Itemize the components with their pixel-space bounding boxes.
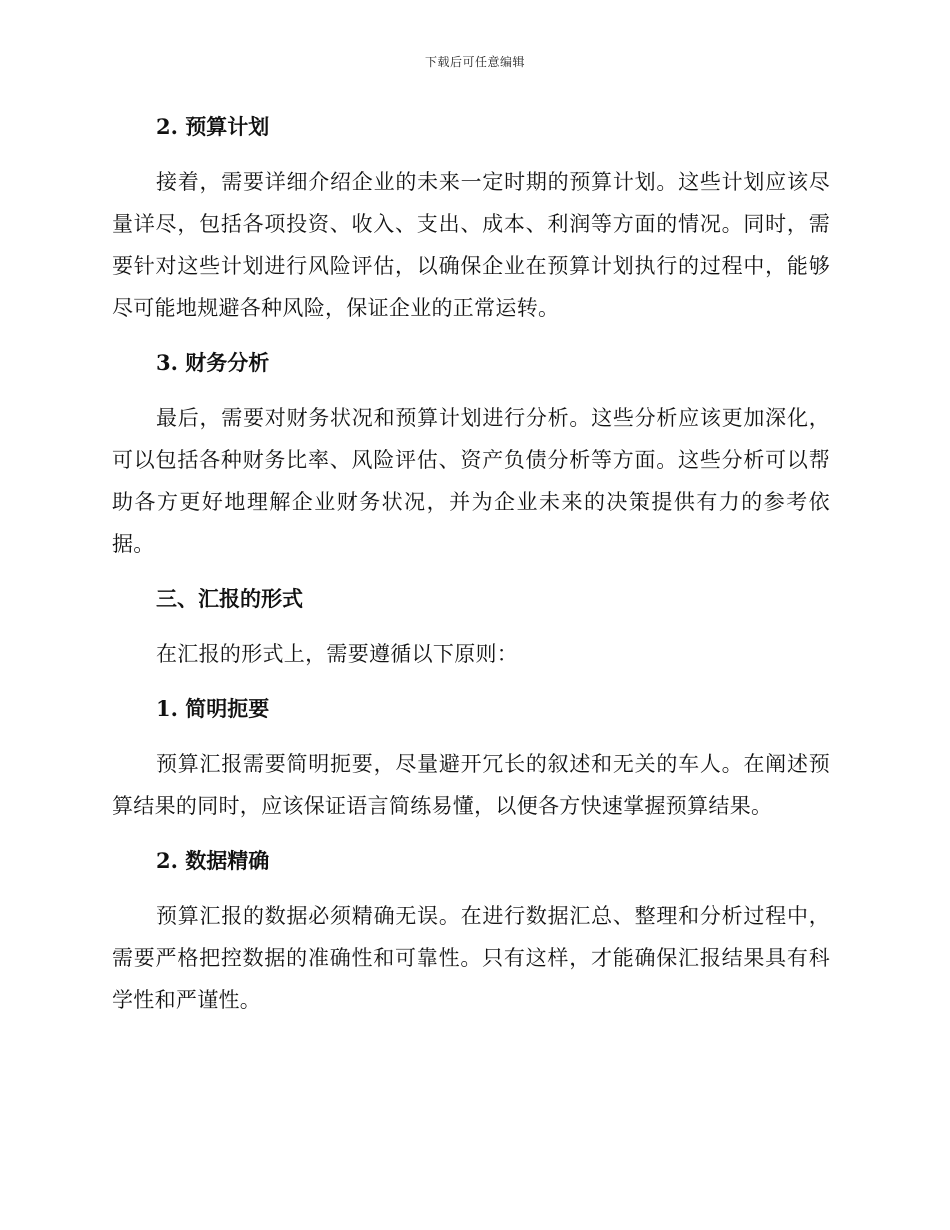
paragraph-financial-analysis: 最后，需要对财务状况和预算计划进行分析。这些分析应该更加深化，可以包括各种财务比率、风险评估、资产负债分析等方面。这些分析可以帮助各方更好地理解企业财务状况，并为企业未来的决策提供有力的参考依据。 <box>112 406 830 556</box>
paragraph-budget-plan: 接着，需要详细介绍企业的未来一定时期的预算计划。这些计划应该尽量详尽，包括各项投资、收入、支出、成本、利润等方面的情况。同时，需要针对这些计划进行风险评估，以确保企业在预算计划执行的过程中，能够尽可能地规避各种风险，保证企业的正常运转。 <box>112 170 830 320</box>
paragraph-data-accuracy: 预算汇报的数据必须精确无误。在进行数据汇总、整理和分析过程中，需要严格把控数据的准确性和可靠性。只有这样，才能确保汇报结果具有科学性和严谨性。 <box>112 904 830 1012</box>
heading-concise: 1. 简明扼要 <box>156 696 270 721</box>
document-body <box>112 105 830 1021</box>
heading-report-format: 三、汇报的形式 <box>156 586 303 611</box>
paragraph-report-format: 在汇报的形式上，需要遵循以下原则： <box>156 642 519 666</box>
heading-budget-plan: 2. 预算计划 <box>156 114 270 139</box>
heading-data-accuracy: 2. 数据精确 <box>156 848 270 873</box>
page-header: 下载后可任意编辑 <box>424 55 525 69</box>
heading-financial-analysis: 3. 财务分析 <box>156 350 270 375</box>
paragraph-concise: 预算汇报需要简明扼要，尽量避开冗长的叙述和无关的车人。在阐述预算结果的同时，应该保证语言简练易懂，以便各方快速掌握预算结果。 <box>112 752 830 818</box>
